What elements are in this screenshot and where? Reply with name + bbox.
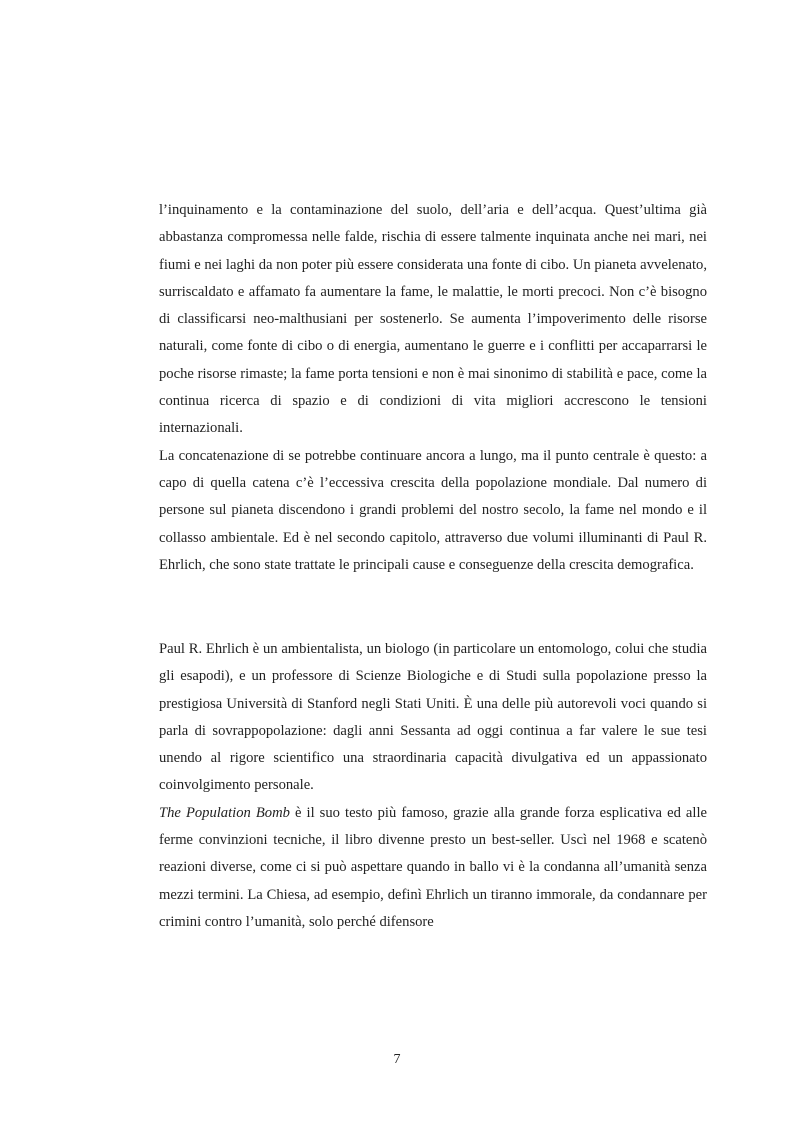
- page-number: 7: [393, 1052, 401, 1067]
- body-text-section-2: [159, 636, 707, 936]
- book-title: The Population Bomb: [159, 804, 290, 821]
- paragraph: [159, 800, 707, 936]
- paragraph-text: è il suo testo più famoso, grazie alla grande forza esplicativa ed alle ferme convinzioni tecniche, il libro divenne presto un best-seller. Uscì nel 1968 e scatenò reazioni diverse, come ci si può aspettare quando in ballo vi è la condanna all’umanità senza mezzi termini. La Chiesa, ad esempio, definì Ehrlich un tiranno immorale, da condannare per crimini contro l’umanità, solo perché difensore: [159, 804, 707, 930]
- paragraph: La concatenazione di se potrebbe continuare ancora a lungo, ma il punto centrale è questo: a capo di quella catena c’è l’eccessiva crescita della popolazione mondiale. Dal numero di persone sul pianeta discendono i grandi problemi del nostro secolo, la fame nel mondo e il collasso ambientale. Ed è nel secondo capitolo, attraverso due volumi illuminanti di Paul R. Ehrlich, che sono state trattate le principali cause e conseguenze della crescita demografica.: [159, 447, 707, 573]
- body-text-section-1: [159, 197, 707, 579]
- paragraph: Paul R. Ehrlich è un ambientalista, un biologo (in particolare un entomologo, colui che studia gli esapodi), e un professore di Scienze Biologiche e di Studi sulla popolazione presso la prestigiosa Università di Stanford negli Stati Uniti. È una delle più autorevoli voci quando si parla di sovrappopolazione: dagli anni Sessanta ad oggi continua a far valere le sue tesi unendo al rigore scientifico una straordinaria capacità divulgativa ed un appassionato coinvolgimento personale.: [159, 641, 707, 794]
- paragraph: l’inquinamento e la contaminazione del suolo, dell’aria e dell’acqua. Quest’ultima già abbastanza compromessa nelle falde, rischia di essere talmente inquinata anche nei mari, nei fiumi e nei laghi da non poter più essere considerata una fonte di cibo. Un pianeta avvelenato, surriscaldato e affamato fa aumentare la fame, le malattie, le morti precoci. Non c’è bisogno di classificarsi neo-malthusiani per sostenerlo. Se aumenta l’impoverimento delle risorse naturali, come fonte di cibo o di energia, aumentano le guerre e i conflitti per accaparrarsi le poche risorse rimaste; la fame porta tensioni e non è mai sinonimo di stabilità e pace, come la continua ricerca di spazio e di condizioni di vita migliori accrescono le tensioni internazionali.: [159, 202, 707, 437]
